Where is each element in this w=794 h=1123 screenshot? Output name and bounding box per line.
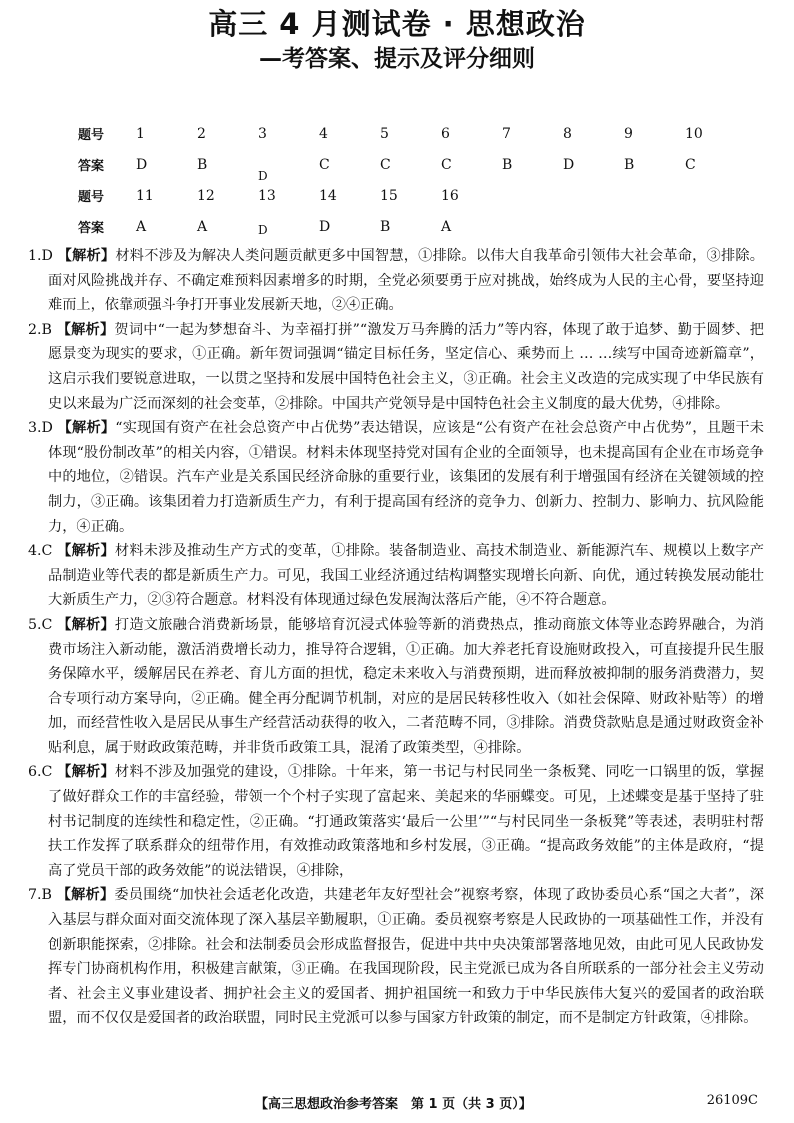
question-number: 11 [136, 187, 154, 204]
answer-value: D [258, 168, 268, 183]
question-number: 5 [380, 125, 389, 142]
answer-cell: D [563, 156, 575, 173]
explanation-item [28, 760, 764, 883]
row-label: 答案 [78, 159, 105, 174]
footer-code: 26109C [706, 1093, 758, 1108]
answer-cell: B [502, 156, 513, 173]
analysis-tag: 【解析】 [57, 616, 115, 633]
explanation-item [28, 883, 764, 1031]
explanation-item [28, 244, 764, 318]
answer-cell: C [380, 156, 391, 173]
question-number: 15 [380, 187, 398, 204]
item-text: 贺词中“一起为梦想奋斗、为幸福打拼”“激发万马奔腾的活力”等内容，体现了敢于追梦、勤于圆梦、把愿景变为现实的要求，①正确。新年贺词强调“锚定目标任务，坚定信心、乘势而上 … …续写中国奇迹新篇章”，这启示我们要锐意进取，一以贯之坚持和发展中国特色社会主义，③正确。社会主义改造的完成实现了中华民族有史以来最为广泛而深刻的社会变革，②排除。中国共产党领导是中国特色社会主义制度的最大优势，④排除。 [48, 321, 764, 412]
question-number: 9 [624, 125, 633, 142]
question-number: 8 [563, 125, 572, 142]
row-label: 答案 [78, 221, 105, 236]
explanations [28, 244, 764, 1031]
item-text: 材料不涉及为解决人类问题贡献更多中国智慧，①排除。以伟大自我革命引领伟大社会革命，③排除。面对风险挑战并存、不确定难预料因素增多的时期，全党必须要勇于应对挑战，始终成为人民的主心骨，要坚持迎难而上，依靠顽强斗争打开事业发展新天地，②④正确。 [48, 248, 764, 314]
question-number-row [68, 118, 746, 149]
question-number: 10 [685, 125, 703, 142]
question-number: 3 [258, 125, 267, 142]
item-number: 7.B [28, 887, 52, 904]
analysis-tag: 【解析】 [57, 543, 115, 560]
answer-cell: D [319, 218, 331, 235]
analysis-tag: 【解析】 [56, 321, 115, 338]
explanation-item [28, 613, 764, 761]
answer-cell [258, 149, 319, 183]
footer-page-info: 【高三思想政治参考答案 第 1 页（共 3 页）】 [255, 1097, 532, 1112]
answer-cell: B [197, 156, 208, 173]
answer-cell: A [197, 218, 208, 235]
item-number: 2.B [28, 321, 52, 338]
page-subtitle: —考答案、提示及评分细则 [259, 46, 535, 72]
question-number: 16 [441, 187, 459, 204]
answer-cell: C [441, 156, 452, 173]
answer-cell: A [136, 218, 147, 235]
answer-cell: A [441, 218, 452, 235]
question-number: 13 [258, 187, 276, 204]
item-number: 6.C [28, 764, 53, 781]
analysis-tag: 【解析】 [56, 887, 115, 904]
page-title: 高三 4 月测试卷 · 思想政治 [208, 7, 586, 41]
question-number-row [68, 180, 746, 211]
explanation-item [28, 318, 764, 416]
question-number: 14 [319, 187, 337, 204]
analysis-tag: 【解析】 [57, 764, 115, 781]
answer-cell [258, 211, 319, 242]
item-number: 4.C [28, 543, 53, 560]
question-number: 12 [197, 187, 215, 204]
question-number: 6 [441, 125, 450, 142]
answer-row [68, 149, 746, 180]
question-number: 2 [197, 125, 206, 142]
item-number: 3.D [28, 420, 53, 437]
analysis-tag: 【解析】 [57, 248, 116, 264]
explanation-item [28, 416, 764, 539]
row-label: 题号 [78, 190, 105, 205]
answer-table [68, 118, 746, 242]
item-number: 5.C [28, 616, 53, 633]
answer-cell: B [624, 156, 635, 173]
item-number: 1.D [28, 248, 53, 264]
item-text: 材料不涉及加强党的建设，①排除。十年来，第一书记与村民同坐一条板凳、同吃一口锅里的饭，掌握了做好群众工作的丰富经验，带领一个个村子实现了富起来、美起来的华丽蝶变。可见，上述蝶变是基于坚持了驻村书记制度的连续性和稳定性，②正确。“打通政策落实‘最后一公里’”“与村民同坐一条板凳”等表述，表明驻村帮扶工作发挥了联系群众的纽带作用，有效推动政策落地和乡村发展，③正确。“提高政务效能”的主体是政府，“提高了党员干部的政务效能”的说法错误，④排除， [48, 764, 764, 879]
answer-cell: D [136, 156, 148, 173]
row-label: 题号 [78, 128, 105, 143]
answer-cell: C [685, 156, 696, 173]
question-number: 4 [319, 125, 328, 142]
analysis-tag: 【解析】 [57, 420, 116, 437]
answer-value: D [258, 222, 268, 237]
item-text: 委员围绕“加快社会适老化改造，共建老年友好型社会”视察考察，体现了政协委员心系“国之大者”，深入基层与群众面对面交流体现了深入基层辛勤履职，①正确。委员视察考察是人民政协的一项基础性工作，并没有创新职能探索，②排除。社会和法制委员会形成监督报告，促进中共中央决策部署落地见效，由此可见人民政协发挥专门协商机构作用，积极建言献策，③正确。在我国现阶段，民主党派已成为各自所联系的一部分社会主义劳动者、社会主义事业建设者、拥护社会主义的爱国者、拥护祖国统一和致力于中华民族伟大复兴的爱国者的政治联盟，而不仅仅是爱国者的政治联盟，同时民主党派可以参与国家方针政策的制定，而不是制定方针政策，④排除。 [48, 887, 764, 1027]
answer-cell: B [380, 218, 391, 235]
explanation-item [28, 539, 764, 613]
item-text: “实现国有资产在社会总资产中占优势”表达错误，应该是“公有资产在社会总资产中占优势”，且题干未体现“股份制改革”的相关内容，①错误。材料未体现坚持党对国有企业的全面领导，也未提高国有企业在市场竞争中的地位，②错误。汽车产业是关系国民经济命脉的重要行业，该集团的发展有利于增强国有经济在关键领域的控制力，③正确。该集团着力打造新质生产力，有利于提高国有经济的竞争力、创新力、控制力、影响力、抗风险能力，④正确。 [48, 420, 764, 535]
item-text: 材料未涉及推动生产方式的变革，①排除。装备制造业、高技术制造业、新能源汽车、规模以上数字产品制造业等代表的都是新质生产力。可见，我国工业经济通过结构调整实现增长向新、向优，通过转换发展动能壮大新质生产力，②③符合题意。材料没有体现通过绿色发展淘汰落后产能，④不符合题意。 [48, 543, 764, 609]
item-text: 打造文旅融合消费新场景，能够培育沉浸式体验等新的消费热点，推动商旅文体等业态跨界融合，为消费市场注入新动能，激活消费增长动力，推导符合逻辑，①正确。加大养老托育设施财政投入，可直接提升民生服务保障水平，缓解居民在养老、育儿方面的担忧，稳定未来收入与消费预期，进而释放被抑制的服务消费潜力，契合专项行动方案导向，②正确。健全再分配调节机制，对应的是居民转移性收入（如社会保障、财政补贴等）的增加，而经营性收入是居民从事生产经营活动获得的收入，二者范畴不同，③排除。消费贷款贴息是通过财政资金补贴利息，属于财政政策范畴，并非货币政策工具，混淆了政策类型，④排除。 [48, 616, 764, 756]
answer-row [68, 211, 746, 242]
question-number: 1 [136, 125, 145, 142]
answer-cell: C [319, 156, 330, 173]
question-number: 7 [502, 125, 511, 142]
